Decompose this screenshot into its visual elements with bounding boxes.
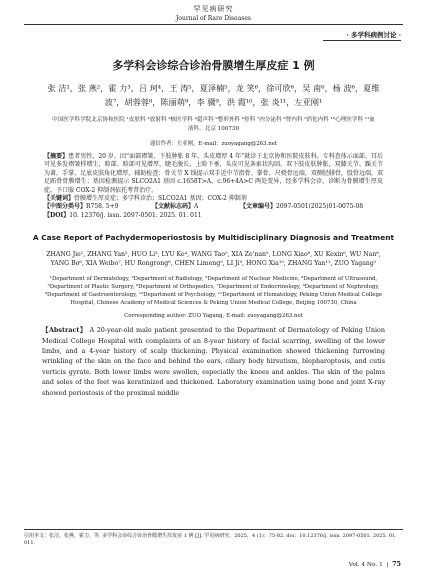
page-footer: Vol. 4 No. 1 | 75 [348,560,401,568]
article-number-value: 2097-0501(2025)01-0075-08 [276,203,364,211]
column-tag: · 多学科病例讨论 · [346,31,401,39]
journal-name-cn: 罕见病研究 [193,5,234,13]
doc-code-item [152,203,240,211]
journal-name-en: Journal of Rare Diseases [176,15,251,22]
corresponding-author-cn: 通信作者：左亚刚，E-mail：zuoyagang@263.net [149,141,278,147]
abstract-en-label: 【Abstract】 [42,326,87,335]
keywords-text: 骨膜增生厚皮症；多学科诊治；SLCO2A1 基因；COX-2 抑制剂 [74,195,247,203]
affiliations-cn: 中国医学科学院北京协和医院 ¹皮肤科 ²放射科 ³核医学科 ⁴超声科 ⁵整形外科 ⁶骨科 ⁷内分泌科 ⁸肾内科 ⁹消化内科 ¹⁰心理医学科 ¹¹血液科，北京 100730 [52,117,375,132]
clc-value: R758. 5+9 [86,203,119,211]
volume-issue: Vol. 4 No. 1 [348,562,383,568]
abstract-cn-text: 患者男性，20 岁，因“面部褶皱、下肢肿胀 8 年，头皮增厚 4 年”就诊于北京协和医院皮肤科。专科查体示面部、耳后可见多发褶皱样增生，睑部、睑部可见增厚，睫毛脱长，上睑下垂，头皮可见条索状沟回，双下肢皮肤肿胀，双膝关节、踝关节为著，手掌、足底皮肤角化增厚，辅助检查：骨关节 X 线提示双手近中节指骨、掌骨，尺桡骨远端，双侧胫腓骨，股骨远端，双足跖骨骨膜增生；基因检测提示 SLCO2A1 基因 c.1658T>A，c.96+4A>C 两处变异，经多学科会诊，诊断为骨膜增生厚皮症，予口服 COX-2 抑制剂依托考昔治疗。 [44,153,383,194]
column-tag-rule [323,40,401,41]
affiliations-en: ¹Department of Dermatology, ²Department of Radiology, ³Department of Nuclear Medicine, ⁴Department of Ultrasound, ⁵Department of Plastic Surgery, ⁶Department of Orthopedics, ⁷Department of Endocrinology, ⁸Department of Nephrology, ⁹Department of Gastroenterology, ¹⁰Department of Psychology, ¹¹Department of Hematology, Peking Union Medical College Hospital, Chinese Academy of Medical Sciences & Peking Union Medical College, Beijing 100730, China [44,276,383,307]
abstract-cn [44,153,383,195]
citation-footer: 引用本文：张洁，张燕，霍力，等. 多学科会诊综合诊治骨膜增生厚皮症 1 例 [J]. 罕见病研究，2025，4 (1)：75-82. doi：10.12376/j. issn. 2097-0501. 2025. 01. 011. [24,529,403,548]
article-number-item [240,203,383,211]
doc-code-value: A [194,203,199,211]
journal-header [0,0,427,22]
article-number-label: 【文章编号】 [240,203,277,211]
clc-item [44,203,152,211]
keywords-label: 【关键词】 [44,195,75,203]
authors-cn: 张 洁¹，张 燕²，霍 力³，吕 珂⁴，王 涛⁵，夏泽楠⁵，龙 笑⁶，徐可欣⁶，吴 南⁶，杨 波⁶，夏维波⁷，胡蓉蓉⁸，陈丽萌⁹，李 骥⁹，洪 霞¹⁰，张 炎¹¹，左亚刚¹ [47,83,380,107]
doi-line [44,212,383,220]
corresponding-author-en: Corresponding author: ZUO Yagang, E-mail: zuoyagang@263.net [124,313,303,320]
abstract-en-text: A 20-year-old male patient presented to the Department of Dermatology of Peking Union Medical College Hospital with complaints of an 8-year history of facial scarring, swelling of the lower limbs, and a 4-year history of scalp thickening. Physical examination showed thickening furrowing wrinkling of the skin on the face and behind the ears, ciliary body hirsutism, blepharoptosis, and cutis verticis gyrate. Both lower limbs were swollen, especially the knees and ankles. The skin of the palms and soles of the feet was keratinized and thickened. Laboratory examination using bone and joint X-ray showed periostosis of the proximal middle [42,326,385,397]
header-rule [24,24,403,25]
doc-code-label: 【文献标志码】 [152,203,195,211]
authors-en: ZHANG Jie¹, ZHANG Yan², HUO Li³, LYU Ke⁴, WANG Tao⁵, XIA Ze'nan⁵, LONG Xiao⁶, XU Kexin⁶, WU Nan⁶, YANG Bo⁶, XIA Weibo⁷, HU Rongrong⁸, CHEN Limeng⁹, LI Ji⁹, HONG Xia¹⁰, ZHANG Yan¹¹, ZUO Yagang¹ [46,251,381,268]
doi-value: 10. 12376/j. issn. 2097-0501. 2025. 01. 011 [69,211,202,219]
classification-row [44,203,383,211]
abstract-cn-label: 【摘要】 [44,153,69,160]
abstract-en [42,325,385,398]
title-cn: 多学科会诊综合诊治骨膜增生厚皮症 1 例 [112,59,315,72]
title-en: A Case Report of Pachydermoperiostosis by Multidisciplinary Diagnosis and Treatment [32,233,395,243]
page-number: 75 [392,560,401,568]
clc-label: 【中图分类号】 [44,203,87,211]
doi-label: 【DOI】 [44,211,70,219]
